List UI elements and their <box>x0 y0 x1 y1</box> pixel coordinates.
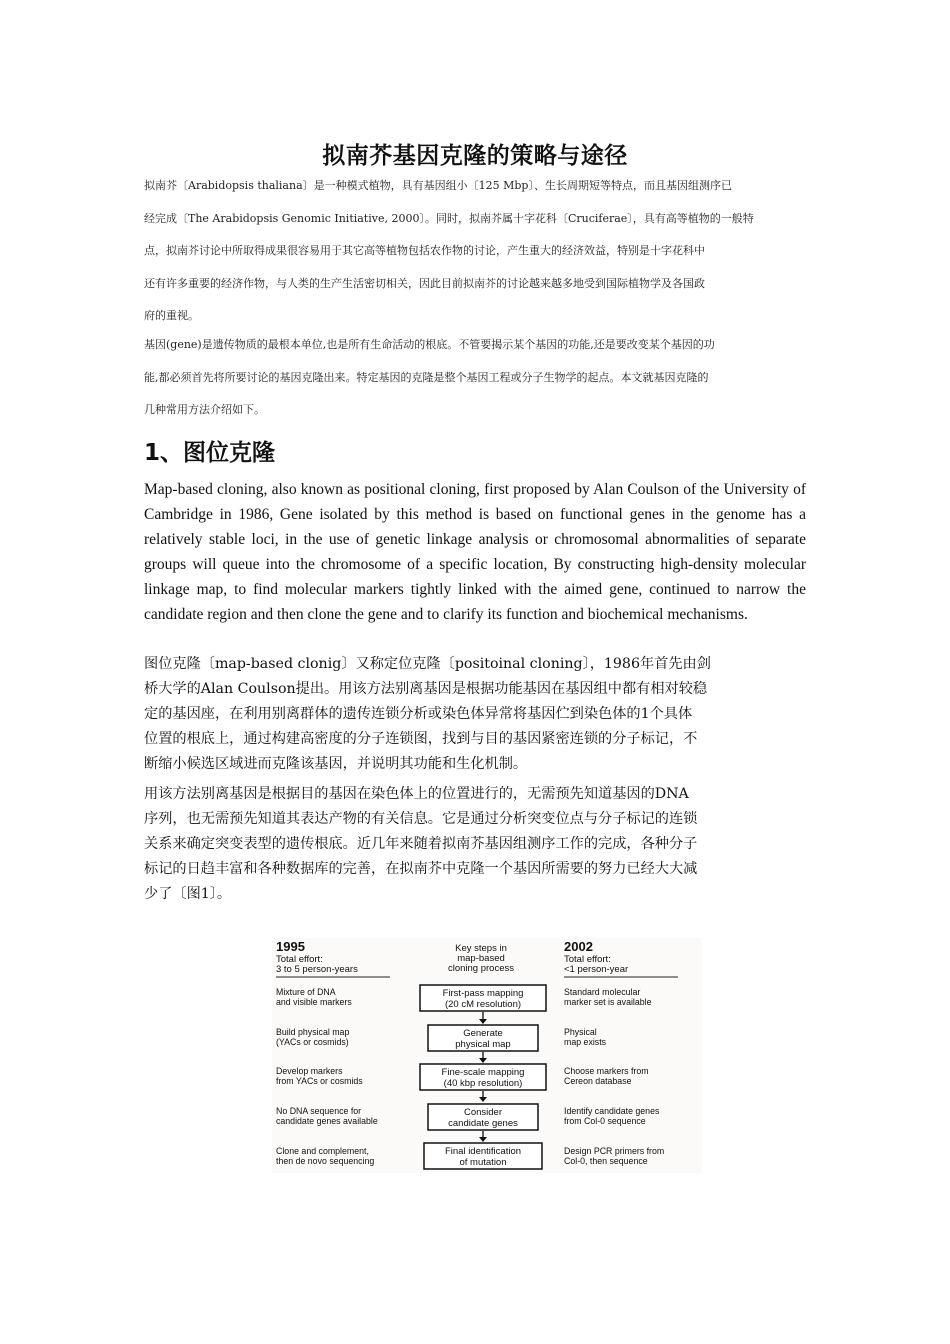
arrow-2-head <box>479 1058 487 1063</box>
row2-step-line2: physical map <box>455 1039 511 1050</box>
row1-step-line1: First-pass mapping <box>442 988 524 999</box>
arrow-3-head <box>479 1097 487 1102</box>
intro-line: 拟南芥〔Arabidopsis thaliana〕是一种模式植物，具有基因组小〔125 Mbp〕、生长周期短等特点，而且基因组测序已 <box>144 179 732 192</box>
row5-right-line2: Col-0, then sequence <box>564 1156 648 1166</box>
row1-step-line2: (20 cM resolution) <box>444 999 522 1010</box>
center-header-line1: Key steps in <box>455 943 507 954</box>
paragraph-line: 用该方法别离基因是根据目的基因在染色体上的位置进行的，无需预先知道基因的DNA <box>144 786 689 802</box>
row4-right-line2: from Col-0 sequence <box>564 1116 646 1126</box>
intro-line: 点，拟南芥讨论中所取得成果很容易用于其它高等植物包括农作物的讨论，产生重大的经济效益，特别是十字花科中 <box>144 244 705 258</box>
right-header-year: 2002 <box>564 939 593 954</box>
row1-right-line1: Standard molecular <box>564 987 641 997</box>
row5-left-line2: then de novo sequencing <box>276 1156 375 1166</box>
intro-line: 能,都必须首先将所要讨论的基因克隆出来。特定基因的克隆是整个基因工程或分子生物学的起点。本文就基因克隆的 <box>144 370 709 384</box>
left-header-line2: 3 to 5 person-years <box>276 964 358 975</box>
figure-diagram <box>272 938 702 1173</box>
row5-right-line1: Design PCR primers from <box>564 1146 665 1156</box>
intro-line: 基因(gene)是遗传物质的最根本单位,也是所有生命活动的根底。不管要揭示某个基因的功能,还是要改变某个基因的功 <box>144 338 715 351</box>
row2-left-line1: Build physical map <box>276 1027 350 1037</box>
paragraph-line: 定的基因座，在利用别离群体的遗传连锁分析或染色体异常将基因伫到染色体的1个具体 <box>144 706 693 722</box>
intro-paragraph-2 <box>144 329 806 427</box>
row3-step-line1: Fine-scale mapping <box>441 1067 525 1078</box>
intro-paragraph-1 <box>144 170 806 333</box>
paragraph-line: 标记的日趋丰富和各种数据库的完善，在拟南芥中克隆一个基因所需要的努力已经大大减 <box>144 861 698 877</box>
row4-step-line2: candidate genes <box>448 1118 518 1129</box>
left-header-line1: Total effort: <box>276 954 323 965</box>
row1-right-line2: marker set is available <box>564 997 652 1007</box>
row5-left-line1: Clone and complement, <box>276 1146 369 1156</box>
row3-right-line2: Cereon database <box>564 1076 632 1086</box>
left-header-year: 1995 <box>276 939 305 954</box>
arrow-1-head <box>479 1019 487 1024</box>
row5-step-line2: of mutation <box>459 1157 507 1168</box>
chinese-paragraph-2 <box>144 782 806 907</box>
document-title: 拟南芥基因克隆的策略与途径 <box>322 143 628 169</box>
row3-step-line2: (40 kbp resolution) <box>443 1078 523 1089</box>
row3-right-line1: Choose markers from <box>564 1066 649 1076</box>
row5-step-line1: Final identification <box>444 1146 522 1157</box>
right-header-line1: Total effort: <box>564 954 611 965</box>
row2-step-line1: Generate <box>463 1028 503 1039</box>
row3-left-line2: from YACs or cosmids <box>276 1076 363 1086</box>
intro-line: 几种常用方法介绍如下。 <box>144 403 265 417</box>
english-paragraph: Map-based cloning, also known as positional cloning, first proposed by Alan Coulson of the University of Cambridge in 1986, Gene isolated by this method is based on functional genes in the genome has a relatively stable loci, in the use of genetic linkage analysis or chromosomal abnormalities of separate groups will queue into the chromosome of a specific location, By constructing high-density molecular linkage map, to find molecular markers tightly linked with the aimed gene, continued to narrow the candidate region and then clone the gene and to clarify its function and biochemical mechanisms. <box>144 481 806 623</box>
row1-left-line2: and visible markers <box>276 997 352 1007</box>
paragraph-line: 图位克隆〔map-based clonig〕又称定位克隆〔positoinal cloning〕，1986年首先由剑 <box>144 656 711 672</box>
intro-line: 还有许多重要的经济作物，与人类的生产生活密切相关，因此目前拟南芥的讨论越来越多地受到国际植物学及各国政 <box>144 276 705 290</box>
chinese-paragraph-1 <box>144 652 806 777</box>
row1-left-line1: Mixture of DNA <box>276 987 336 997</box>
row2-right-line1: Physical <box>564 1027 597 1037</box>
center-header-line3: cloning process <box>447 963 515 974</box>
row2-left-line2: (YACs or cosmids) <box>276 1037 349 1047</box>
center-header-line2: map-based <box>457 953 505 964</box>
intro-line: 经完成〔The Arabidopsis Genomic Initiative, 2000〕。同时，拟南芥属十字花科〔Cruciferae〕，具有高等植物的一般特 <box>144 211 754 225</box>
arrow-4-head <box>479 1137 487 1142</box>
row4-left-line2: candidate genes available <box>276 1116 378 1126</box>
row4-left-line1: No DNA sequence for <box>276 1106 362 1116</box>
paragraph-line: 桥大学的Alan Coulson提出。用该方法别离基因是根据功能基因在基因组中都有相对较稳 <box>144 681 708 697</box>
paragraph-line: 位置的根底上，通过构建高密度的分子连锁图，找到与目的基因紧密连锁的分子标记，不 <box>144 731 698 747</box>
paragraph-line: 序列，也无需预先知道其表达产物的有关信息。它是通过分析突变位点与分子标记的连锁 <box>144 811 698 827</box>
section-heading: 1、图位克隆 <box>144 440 276 466</box>
intro-line: 府的重视。 <box>144 309 199 323</box>
row4-step-line1: Consider <box>463 1107 503 1118</box>
paragraph-line: 少了〔图1〕。 <box>144 886 232 902</box>
row4-right-line1: Identify candidate genes <box>564 1106 660 1116</box>
paragraph-line: 断缩小候选区域进而克隆该基因，并说明其功能和生化机制。 <box>144 756 528 772</box>
figure-map-based-cloning <box>272 938 702 1173</box>
right-header-line2: <1 person-year <box>564 964 629 975</box>
row2-right-line2: map exists <box>564 1037 607 1047</box>
row3-left-line1: Develop markers <box>276 1066 343 1076</box>
paragraph-line: 关系来确定突变表型的遗传根底。近几年来随着拟南芥基因组测序工作的完成，各种分子 <box>144 836 698 852</box>
